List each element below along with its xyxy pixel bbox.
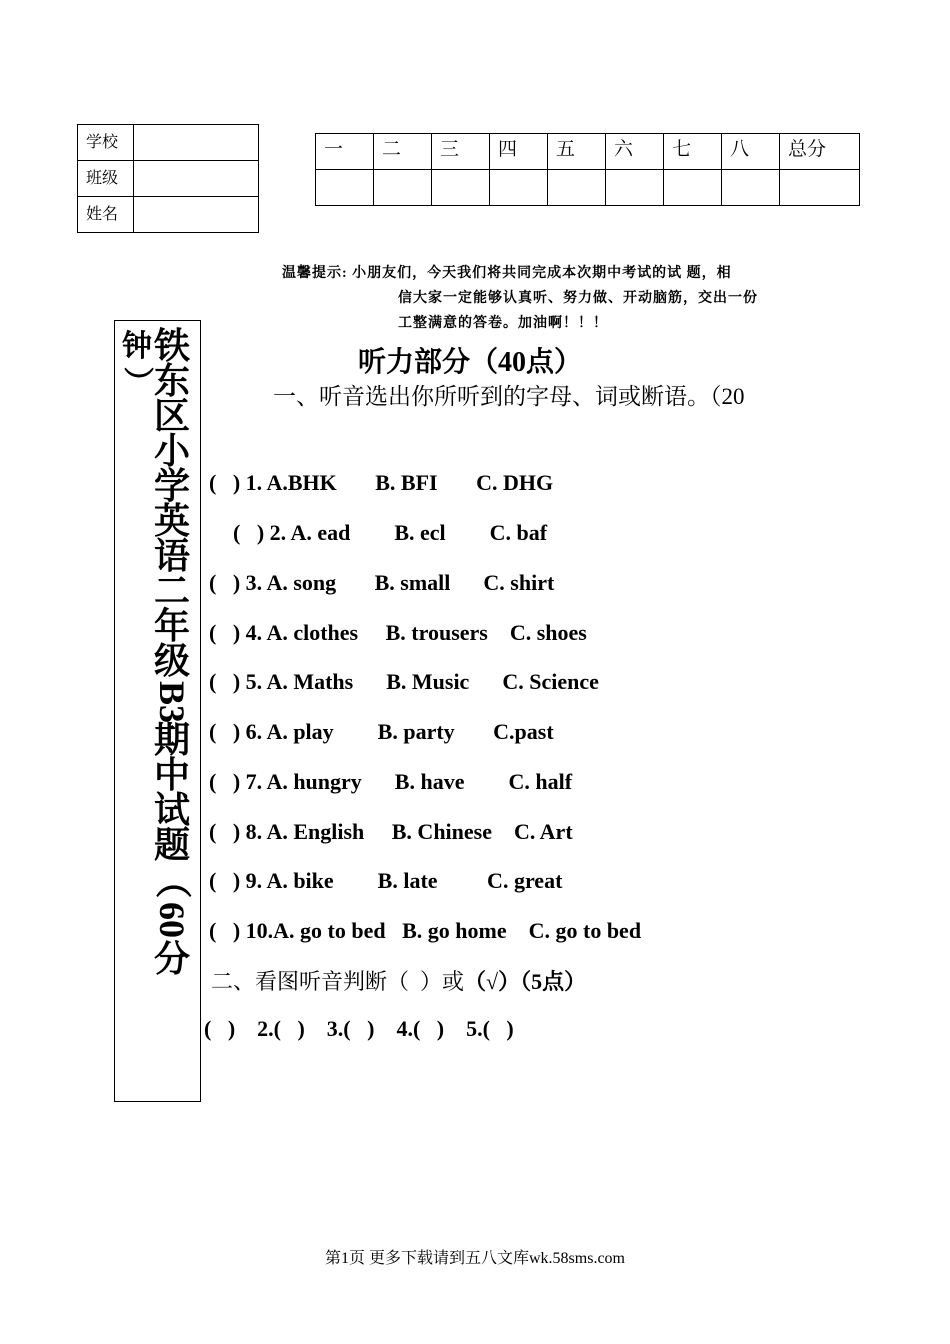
score-header: 三 [432, 134, 490, 170]
page-footer: 第1页 更多下载请到五八文库wk.58sms.com [324, 1250, 625, 1267]
score-cell[interactable] [490, 170, 548, 206]
vertical-title-main [152, 326, 193, 979]
score-cell[interactable] [606, 170, 664, 206]
question-item: ( ) 10.A. go to bed B. go home C. go to bed [209, 918, 642, 943]
question-item: ( ) 3. A. song B. small C. shirt [209, 570, 555, 595]
score-cell[interactable] [374, 170, 432, 206]
vertical-title-glyph: 级 [153, 641, 190, 681]
score-cell[interactable] [432, 170, 490, 206]
question-item: ( ) 7. A. hungry B. have C. half [209, 769, 573, 794]
school-field[interactable] [134, 125, 259, 161]
vertical-title-glyph: 铁 [153, 326, 190, 366]
name-field[interactable] [134, 197, 259, 233]
vertical-title-glyph: 小 [153, 431, 190, 471]
vertical-title-glyph: 题 [153, 825, 190, 865]
score-header: 五 [548, 134, 606, 170]
student-info-table [77, 124, 259, 233]
vertical-title-glyph: 钟 [122, 330, 152, 363]
vertical-title-glyph: 英 [153, 501, 190, 541]
vertical-title-glyph: B3 [152, 681, 192, 724]
score-header: 六 [606, 134, 664, 170]
score-header: 一 [316, 134, 374, 170]
info-row-class [78, 161, 259, 197]
section2-text: 二、看图听音判断（ ）或 [211, 969, 465, 994]
score-header: 四 [490, 134, 548, 170]
score-table [315, 133, 860, 206]
question-item: ( ) 6. A. play B. party C.past [209, 719, 554, 744]
score-header: 七 [664, 134, 722, 170]
vertical-title-box [114, 320, 201, 1102]
vertical-title-glyph: 试 [153, 790, 190, 830]
question-item: ( ) 1. A.BHK B. BFI C. DHG [209, 470, 554, 495]
sub-title: 一、听音选出你所听到的字母、词或断语。（20 [273, 384, 745, 409]
question-item: ( ) 2. A. ead B. ecl C. baf [233, 520, 548, 545]
question-item: ( ) 8. A. English B. Chinese C. Art [209, 819, 573, 844]
tip-line-1: 温馨提示: 小朋友们，今天我们将共同完成本次期中考试的试 题，相 [282, 266, 732, 281]
vertical-title-glyph: 二 [153, 571, 190, 611]
vertical-title-glyph: 区 [153, 396, 190, 436]
vertical-title-glyph: 学 [153, 466, 190, 506]
vertical-title-glyph: ） [120, 366, 154, 397]
score-cell[interactable] [316, 170, 374, 206]
question-item: ( ) 9. A. bike B. late C. great [209, 868, 563, 893]
vertical-title-glyph: 分 [153, 939, 190, 979]
section2-title [211, 965, 586, 996]
score-header: 二 [374, 134, 432, 170]
section-title: 听力部分（40点） [358, 347, 583, 378]
vertical-title-glyph: （ [152, 862, 193, 899]
info-row-name [78, 197, 259, 233]
score-value-row [316, 170, 860, 206]
tip-line-3: 工整满意的答卷。加油啊！！！ [398, 316, 608, 331]
class-label: 班级 [78, 161, 134, 197]
vertical-title-glyph: 东 [153, 361, 190, 401]
answer-blanks: ( ) 2.( ) 3.( ) 4.( ) 5.( ) [204, 1016, 514, 1041]
score-cell[interactable] [722, 170, 780, 206]
vertical-title-glyph: 60 [152, 902, 192, 938]
score-header-row [316, 134, 860, 170]
vertical-title-glyph: 年 [153, 606, 190, 646]
score-cell[interactable] [548, 170, 606, 206]
question-item: ( ) 4. A. clothes B. trousers C. shoes [209, 620, 587, 645]
score-cell[interactable] [664, 170, 722, 206]
vertical-title-glyph: 语 [153, 536, 190, 576]
score-header-total: 总分 [780, 134, 860, 170]
vertical-title-overflow [117, 329, 157, 399]
question-item: ( ) 5. A. Maths B. Music C. Science [209, 669, 599, 694]
score-header: 八 [722, 134, 780, 170]
vertical-title-glyph: 中 [153, 755, 190, 795]
info-row-school [78, 125, 259, 161]
score-cell-total[interactable] [780, 170, 860, 206]
school-label: 学校 [78, 125, 134, 161]
vertical-title-glyph: 期 [153, 720, 190, 760]
tip-line-2: 信大家一定能够认真听、努力做、开动脑筋，交出一份 [398, 291, 758, 306]
section2-score: （√）（5点） [464, 969, 587, 994]
class-field[interactable] [134, 161, 259, 197]
name-label: 姓名 [78, 197, 134, 233]
